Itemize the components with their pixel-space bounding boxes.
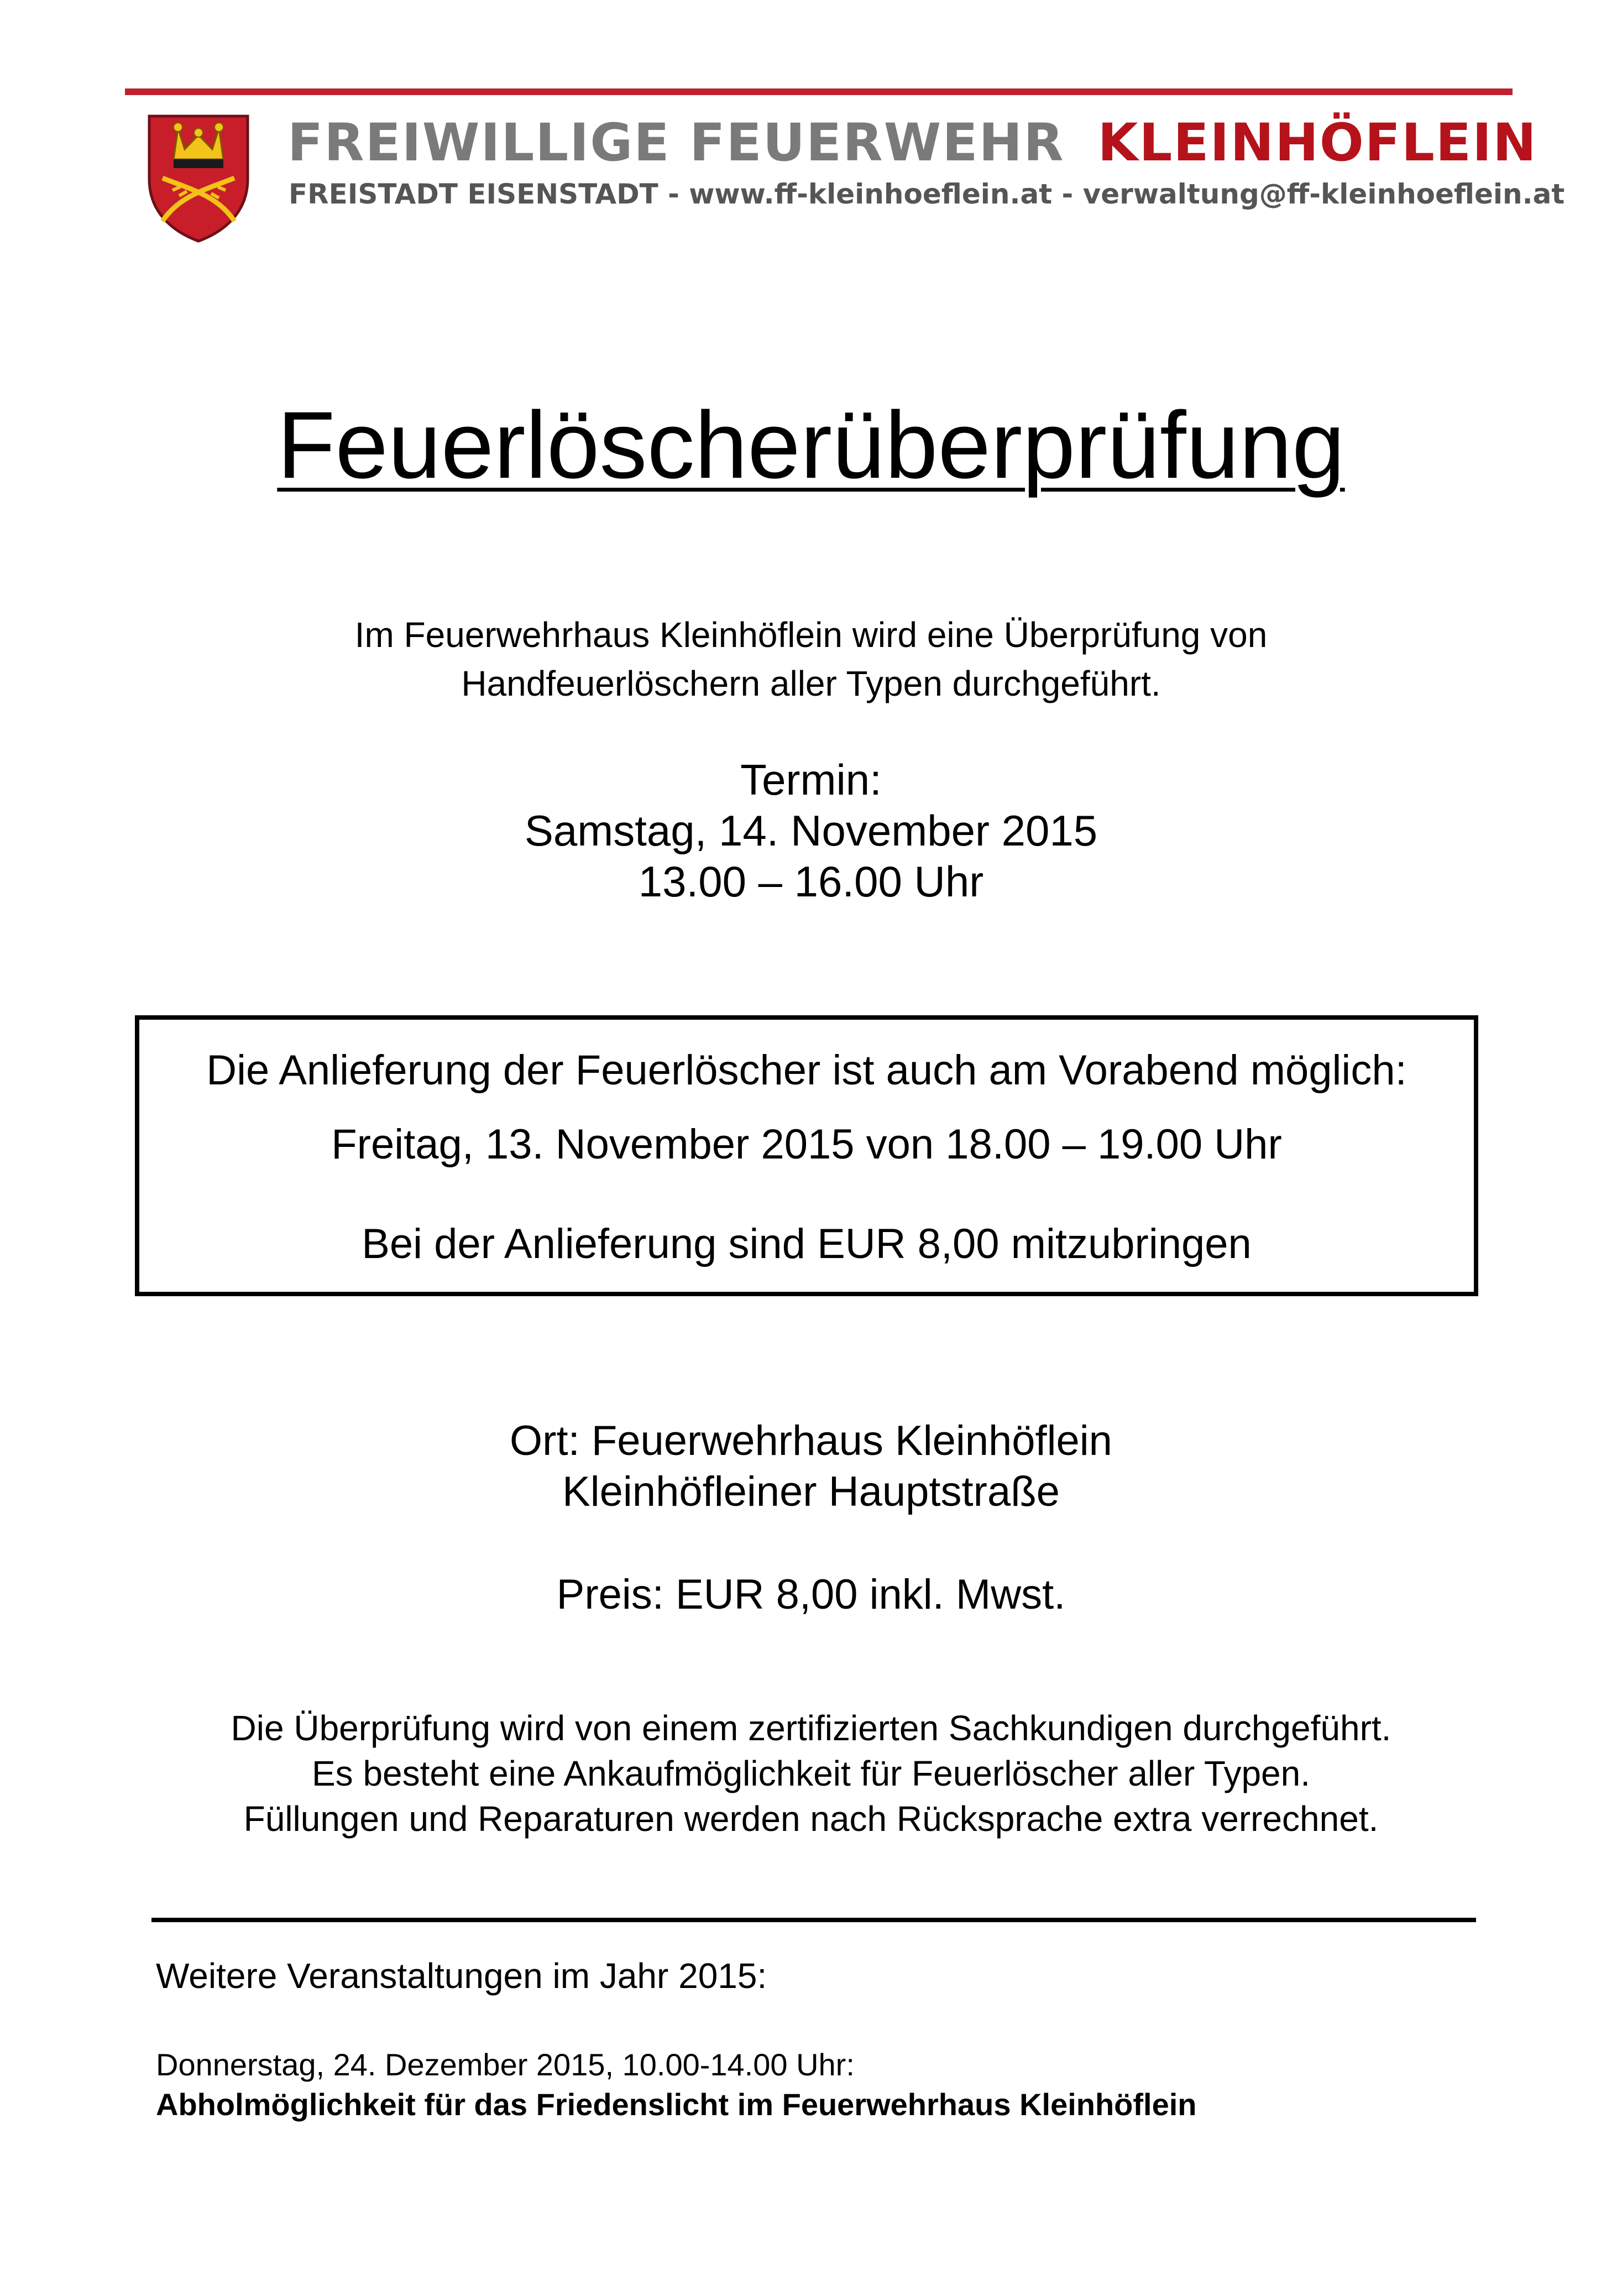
delivery-notice-line-3: Bei der Anlieferung sind EUR 8,00 mitzubringen [362,1220,1252,1267]
location-block [0,1416,1622,1517]
org-name [287,113,1559,174]
intro-line-1: Im Feuerwehrhaus Kleinhöflein wird eine Überprüfung von [354,615,1268,655]
intro-paragraph [0,610,1622,708]
delivery-notice-box [135,1015,1478,1296]
org-name-part2: KLEINHÖFLEIN [1097,113,1537,173]
intro-line-2: Handfeuerlöschern aller Typen durchgeführt. [461,664,1161,703]
price-text: Preis: EUR 8,00 inkl. Mwst. [556,1571,1066,1618]
events-heading: Weitere Veranstaltungen im Jahr 2015: [156,1956,767,1996]
page-title-text: Feuerlöscherüberprüfung [277,392,1345,498]
org-name-part1: FREIWILLIGE FEUERWEHR [287,113,1065,173]
info-line-1: Die Überprüfung wird von einem zertifizierten Sachkundigen durchgeführt. [231,1708,1391,1748]
header-top-rule [125,88,1513,95]
org-subline: FREISTADT EISENSTADT - www.ff-kleinhoeflein.at - verwaltung@ff-kleinhoeflein.at [289,178,1565,210]
location-line-2: Kleinhöfleiner Hauptstraße [562,1468,1060,1515]
section-divider [151,1918,1476,1922]
termin-block [0,754,1622,907]
info-line-3: Füllungen und Reparaturen werden nach Rücksprache extra verrechnet. [243,1799,1379,1839]
info-paragraph [0,1705,1622,1841]
page-title [0,387,1622,503]
termin-date: Samstag, 14. November 2015 [524,806,1098,855]
info-line-2: Es besteht eine Ankaufmöglichkeit für Feuerlöscher aller Typen. [311,1754,1311,1793]
delivery-notice-line-1: Die Anlieferung der Feuerlöscher ist auch am Vorabend möglich: [206,1047,1407,1094]
location-line-1: Ort: Feuerwehrhaus Kleinhöflein [510,1417,1112,1464]
event-item-date: Donnerstag, 24. Dezember 2015, 10.00-14.00 Uhr: [156,2047,855,2082]
delivery-notice-line-2: Freitag, 13. November 2015 von 18.00 – 19.00 Uhr [331,1121,1282,1168]
termin-label: Termin: [740,755,882,804]
event-item-title: Abholmöglichkeit für das Friedenslicht im Feuerwehrhaus Kleinhöflein [156,2087,1197,2122]
coat-of-arms-icon [146,113,251,244]
termin-time: 13.00 – 16.00 Uhr [638,857,984,906]
